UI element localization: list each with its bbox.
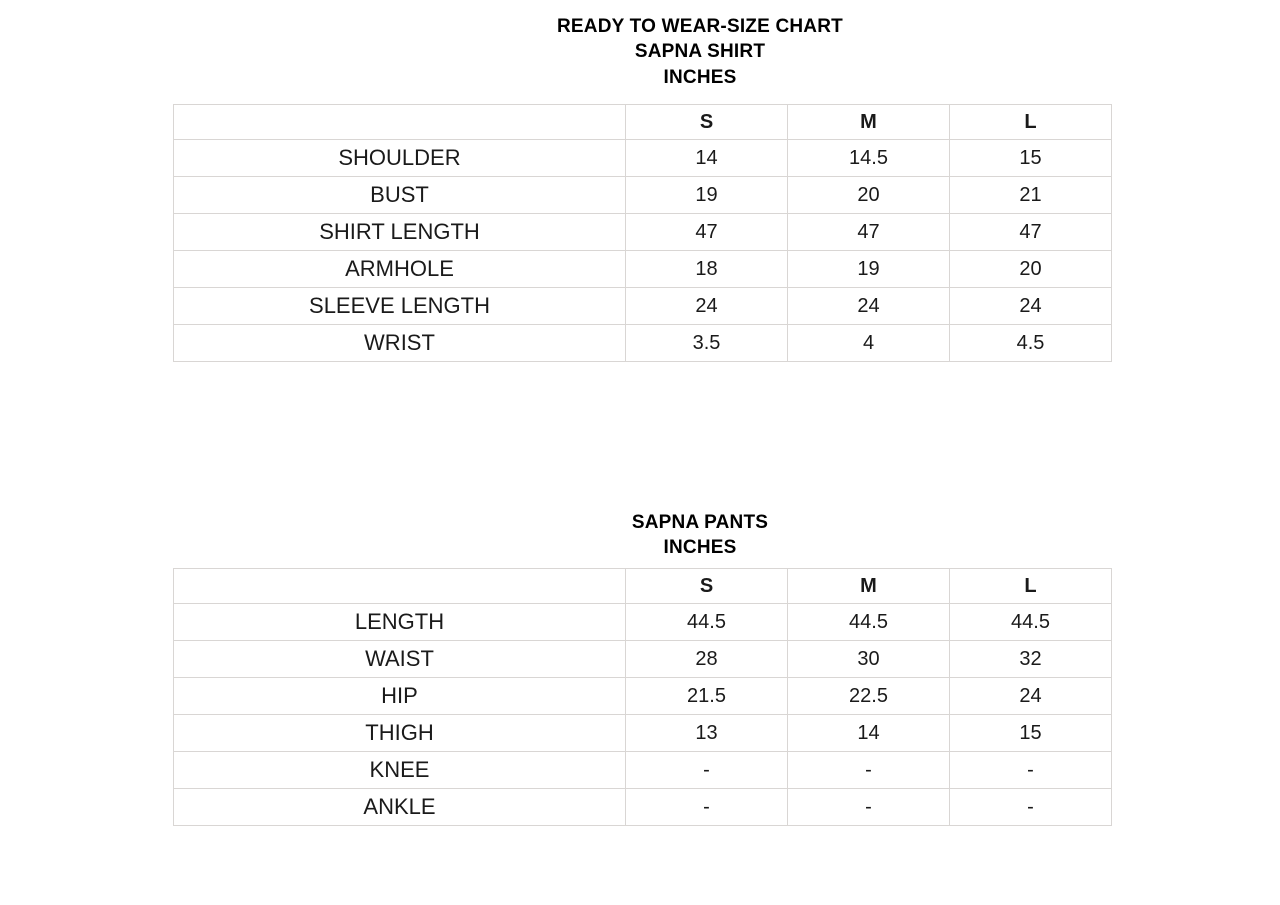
shirt-units: INCHES	[663, 66, 737, 88]
row-value-m: 14.5	[788, 140, 950, 177]
row-value-s: 21.5	[626, 678, 788, 715]
table-row	[174, 752, 1112, 789]
row-value-l: 44.5	[950, 604, 1112, 641]
row-label: SHIRT LENGTH	[174, 214, 626, 251]
row-label: ARMHOLE	[174, 251, 626, 288]
row-value-s: 18	[626, 251, 788, 288]
row-value-s: -	[626, 789, 788, 826]
table-row	[174, 641, 1112, 678]
row-value-s: 13	[626, 715, 788, 752]
row-value-s: 47	[626, 214, 788, 251]
row-value-l: 15	[950, 715, 1112, 752]
row-value-m: 20	[788, 177, 950, 214]
row-value-l: 20	[950, 251, 1112, 288]
row-value-m: 14	[788, 715, 950, 752]
row-label: LENGTH	[174, 604, 626, 641]
table-row	[174, 678, 1112, 715]
row-value-m: 44.5	[788, 604, 950, 641]
table-row	[174, 251, 1112, 288]
pants-chart-heading	[390, 510, 1280, 561]
row-value-m: 30	[788, 641, 950, 678]
row-value-l: 21	[950, 177, 1112, 214]
row-label: KNEE	[174, 752, 626, 789]
header-size-l: L	[950, 569, 1112, 604]
row-label: ANKLE	[174, 789, 626, 826]
row-value-m: 4	[788, 325, 950, 362]
row-label: THIGH	[174, 715, 626, 752]
header-size-m: M	[788, 569, 950, 604]
table-row	[174, 288, 1112, 325]
row-label: WAIST	[174, 641, 626, 678]
row-value-l: 24	[950, 678, 1112, 715]
table-row	[174, 604, 1112, 641]
table-row	[174, 789, 1112, 826]
row-label: BUST	[174, 177, 626, 214]
row-value-l: 4.5	[950, 325, 1112, 362]
header-size-s: S	[626, 569, 788, 604]
row-label: HIP	[174, 678, 626, 715]
row-value-s: 14	[626, 140, 788, 177]
table-row	[174, 214, 1112, 251]
header-size-m: M	[788, 105, 950, 140]
row-value-s: 3.5	[626, 325, 788, 362]
row-value-m: 22.5	[788, 678, 950, 715]
shirt-chart-heading	[390, 14, 1280, 90]
row-value-s: 44.5	[626, 604, 788, 641]
row-value-l: -	[950, 752, 1112, 789]
table-row	[174, 140, 1112, 177]
row-value-l: 15	[950, 140, 1112, 177]
header-blank	[174, 569, 626, 604]
table-row	[174, 325, 1112, 362]
row-value-l: 32	[950, 641, 1112, 678]
row-value-m: -	[788, 789, 950, 826]
row-value-l: 47	[950, 214, 1112, 251]
row-value-m: 19	[788, 251, 950, 288]
header-size-l: L	[950, 105, 1112, 140]
pants-size-table	[173, 568, 1112, 826]
row-value-l: -	[950, 789, 1112, 826]
pants-units: INCHES	[663, 537, 737, 559]
row-value-l: 24	[950, 288, 1112, 325]
chart-title: READY TO WEAR-SIZE CHART	[557, 16, 843, 37]
row-label: SLEEVE LENGTH	[174, 288, 626, 325]
row-value-s: 28	[626, 641, 788, 678]
row-label: SHOULDER	[174, 140, 626, 177]
row-value-m: 47	[788, 214, 950, 251]
row-value-s: 24	[626, 288, 788, 325]
shirt-size-table	[173, 104, 1112, 362]
row-value-s: -	[626, 752, 788, 789]
header-size-s: S	[626, 105, 788, 140]
row-value-m: -	[788, 752, 950, 789]
table-header-row	[174, 569, 1112, 604]
shirt-subtitle: SAPNA SHIRT	[634, 41, 766, 63]
row-label: WRIST	[174, 325, 626, 362]
table-row	[174, 177, 1112, 214]
pants-title: SAPNA PANTS	[631, 512, 769, 533]
row-value-m: 24	[788, 288, 950, 325]
table-row	[174, 715, 1112, 752]
table-header-row	[174, 105, 1112, 140]
header-blank	[174, 105, 626, 140]
row-value-s: 19	[626, 177, 788, 214]
